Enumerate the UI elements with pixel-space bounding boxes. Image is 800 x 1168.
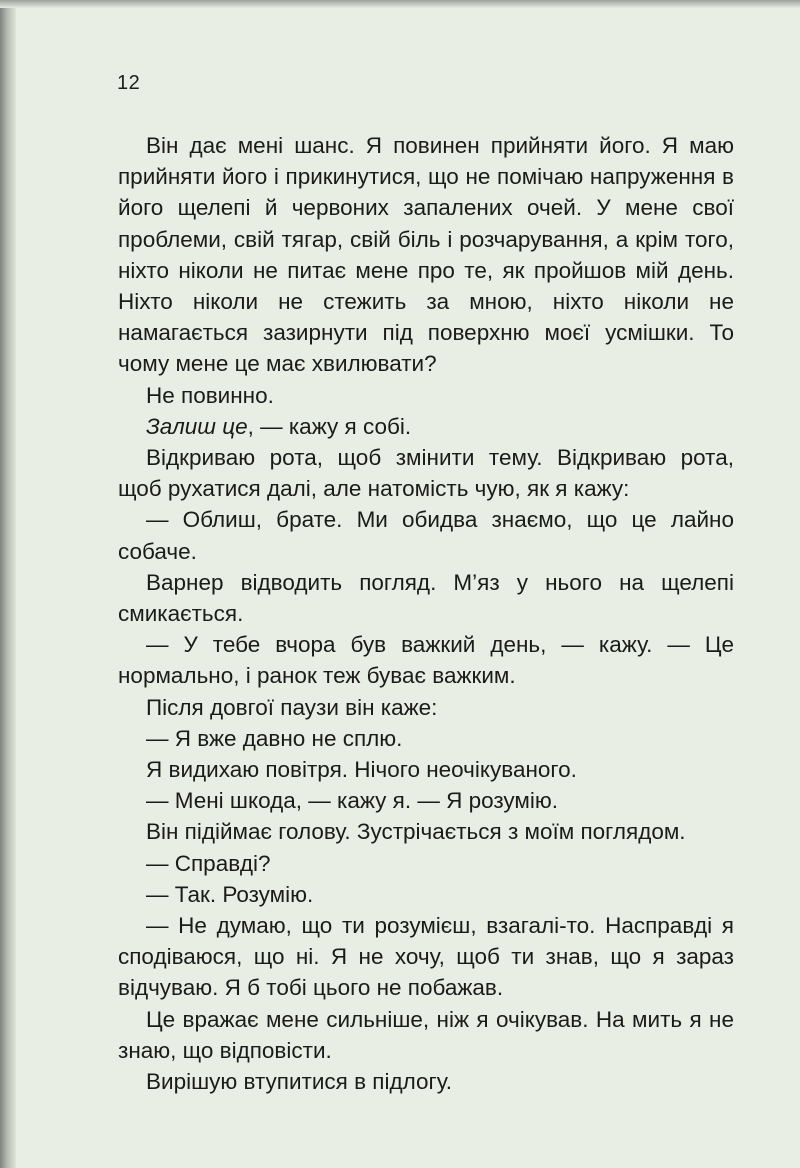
paragraph-9: — Я вже давно не сплю.: [146, 725, 403, 751]
paragraph-8: Після довгої паузи він каже:: [146, 694, 438, 720]
paragraph-13: — Справді?: [146, 850, 271, 876]
paragraph-14: — Так. Розумію.: [146, 881, 314, 907]
paragraph-11: — Мені шкода, — кажу я. — Я розумію.: [146, 788, 559, 814]
paragraph-2: Не повинно.: [146, 382, 274, 408]
page-top-shadow: [0, 0, 800, 8]
paragraph-16: Це вражає мене сильніше, ніж я очікував. На мить я не знаю, що відповісти.: [118, 1006, 734, 1063]
paragraph-7: — У тебе вчора був важкий день, — кажу. — Це нормально, і ранок теж буває важким.: [118, 632, 734, 689]
paragraph-6: Варнер відводить погляд. М’яз у нього на щелепі смикається.: [118, 569, 734, 627]
body-text: [118, 130, 734, 1097]
paragraph-17: Вирішую втупитися в підлогу.: [146, 1069, 452, 1095]
paragraph-10: Я видихаю повітря. Нічого неочікуваного.: [146, 757, 577, 783]
paragraph-4: Відкриваю рота, щоб змінити тему. Відкриваю рота, щоб рухатися далі, але натомість чую, як я кажу:: [118, 445, 734, 502]
italic-phrase: Залиш це: [146, 413, 248, 439]
page-binding-shadow: [0, 0, 16, 1168]
paragraph-12: Він підіймає голову. Зустрічається з моїм поглядом.: [146, 819, 686, 845]
paragraph-5: — Облиш, брате. Ми обидва знаємо, що це лайно собаче.: [118, 507, 734, 564]
page-number: 12: [117, 72, 141, 94]
paragraph-3-rest: , — кажу я собі.: [247, 413, 412, 439]
paragraph-1: Він дає мені шанс. Я повинен прийняти його. Я маю прийняти його і прикинутися, що не помічаю напруження в його щелепі й червоних запалених очей. У мене свої проблеми, свій тягар, свій біль і розчарування, а крім того, ніхто ніколи не питає мене про те, як пройшов мій день. Ніхто ніколи не стежить за мною, ніхто ніколи не намагається зазирнути під поверхню моєї усмішки. То чому мене це має хвилювати?: [118, 133, 734, 377]
paragraph-15: — Не думаю, що ти розумієш, взагалі-то. Насправді я сподіваюся, що ні. Я не хочу, щоб ти знав, що я зараз відчуваю. Я б тобі цього не побажав.: [118, 913, 734, 1001]
paragraph-3: [118, 411, 734, 442]
